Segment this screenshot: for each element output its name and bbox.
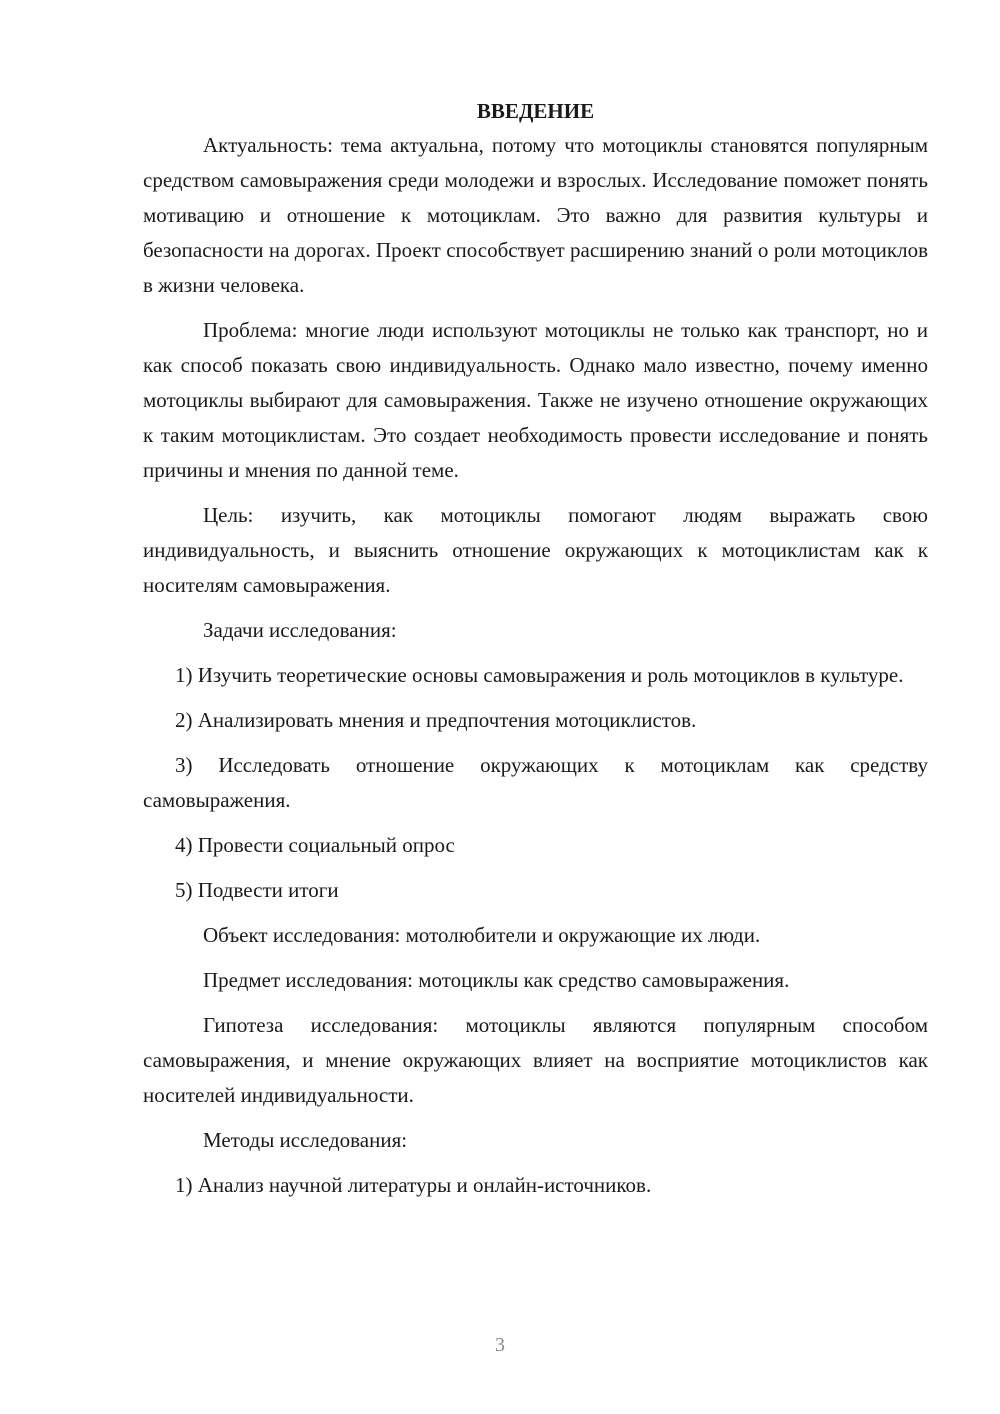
tasks-heading: Задачи исследования: <box>203 618 397 642</box>
problem-paragraph: Проблема: многие люди используют мотоциклы не только как транспорт, но и как способ показать свою индивидуальность. Однако мало известно, почему именно мотоциклы выбирают для самовыражения. Также не изучено отношение окружающих к таким мотоциклистам. Это создает необходимость провести исследование и понять причины и мнения по данной теме. <box>143 318 928 482</box>
research-subject: Предмет исследования: мотоциклы как средство самовыражения. <box>203 968 790 992</box>
method-item-1: 1) Анализ научной литературы и онлайн-источников. <box>175 1173 652 1197</box>
task-item-2: 2) Анализировать мнения и предпочтения мотоциклистов. <box>175 708 697 732</box>
document-page <box>143 96 928 1203</box>
page-number: 3 <box>495 1334 505 1356</box>
task-item-4: 4) Провести социальный опрос <box>175 833 455 857</box>
task-item-3: 3) Исследовать отношение окружающих к мотоциклам как средству самовыражения. <box>143 753 928 812</box>
research-hypothesis: Гипотеза исследования: мотоциклы являются популярным способом самовыражения, и мнение окружающих влияет на восприятие мотоциклистов как носителей индивидуальности. <box>143 1013 928 1107</box>
task-item-5: 5) Подвести итоги <box>175 878 339 902</box>
task-item-1: 1) Изучить теоретические основы самовыражения и роль мотоциклов в культуре. <box>175 663 904 687</box>
research-object: Объект исследования: мотолюбители и окружающие их люди. <box>203 923 761 947</box>
goal-paragraph: Цель: изучить, как мотоциклы помогают людям выражать свою индивидуальность, и выяснить отношение окружающих к мотоциклистам как к носителям самовыражения. <box>143 503 928 597</box>
relevance-paragraph: Актуальность: тема актуальна, потому что мотоциклы становятся популярным средством самовыражения среди молодежи и взрослых. Исследование поможет понять мотивацию и отношение к мотоциклам. Это важно для развития культуры и безопасности на дорогах. Проект способствует расширению знаний о роли мотоциклов в жизни человека. <box>143 133 928 297</box>
section-title: ВВЕДЕНИЕ <box>476 99 595 123</box>
methods-heading: Методы исследования: <box>203 1128 408 1152</box>
